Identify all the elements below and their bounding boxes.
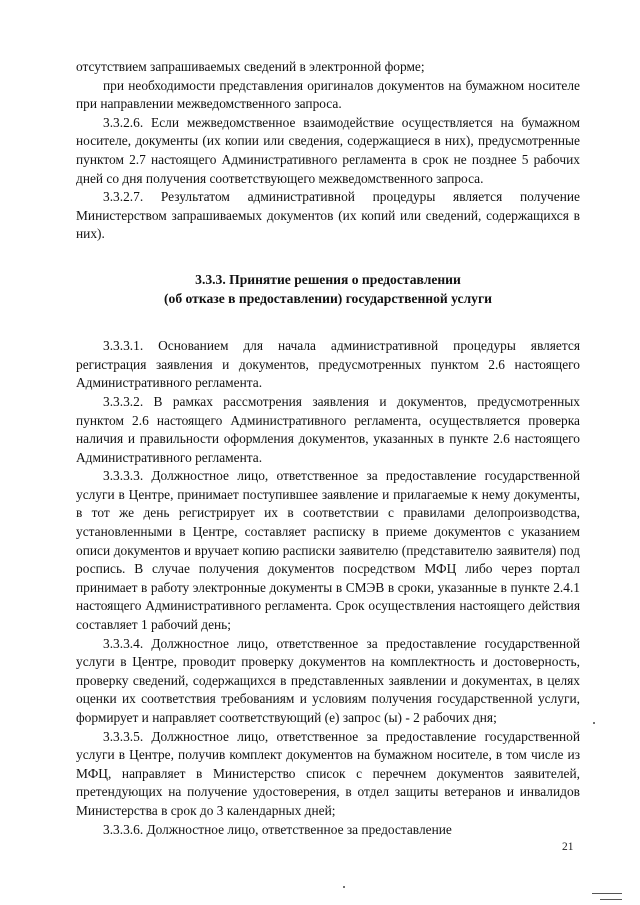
scan-speck xyxy=(593,722,595,724)
paragraph-3-3-3-3: 3.3.3.3. Должностное лицо, ответственное за предоставление государственной услуги в Центре, принимает поступившее заявление и прилагаемые к нему документы, в тот же день регистрирует их в соответствии с правилами делопроизводства, установленными в Центре, составляет расписку в приеме документов с указанием описи документов и вручает копию расписки заявителю (представителю заявителя) под роспись. В случае получения документов посредством МФЦ либо через портал принимает в работу электронные документы в СМЭВ в сроки, указанные в пункте 2.4.1 настоящего Административного регламента. Срок осуществления настоящего действия составляет 1 рабочий день; xyxy=(76,468,580,633)
section-heading-3-3-3 xyxy=(76,271,580,308)
scan-speck xyxy=(343,886,345,888)
paragraph-3-3-3-2: 3.3.3.2. В рамках рассмотрения заявления и документов, предусмотренных пунктом 2.6 настоящего Административного регламента, осуществляется проверка наличия и правильности оформления документов, указанных в пункте 2.6 настоящего Административного регламента. xyxy=(76,393,580,465)
paragraph-paper-originals: при необходимости представления оригиналов документов на бумажном носителе при направлении межведомственного запроса. xyxy=(76,77,580,112)
paragraph-3-3-2-7: 3.3.2.7. Результатом административной процедуры является получение Министерством запрашиваемых документов (их копий или сведений, содержащихся в них). xyxy=(76,189,580,242)
paragraph-3-3-3-6: 3.3.3.6. Должностное лицо, ответственное за предоставление xyxy=(103,821,452,837)
paragraph-continuation: отсутствием запрашиваемых сведений в электронной форме; xyxy=(76,59,425,74)
paragraph-3-3-3-5: 3.3.3.5. Должностное лицо, ответственное за предоставление государственной услуги в Центре, получив комплект документов на бумажном носителе, в том числе из МФЦ, направляет в Министерство список с перечнем документов заявителей, претендующих на получение удостоверения, в отдел защиты ветеранов и инвалидов Министерства в срок до 3 календарных дней; xyxy=(76,728,580,818)
document-body xyxy=(76,58,580,839)
section-heading-line-1: 3.3.3. Принятие решения о предоставлении xyxy=(195,271,461,287)
paragraph-3-3-3-4: 3.3.3.4. Должностное лицо, ответственное за предоставление государственной услуги в Центре, проводит проверку документов на комплектность и достоверность, проверку сведений, содержащихся в представленных заявлении и документах, в целях оценки их соответствия требованиям и условиям получения государственной услуги, формирует и направляет соответствующий (е) запрос (ы) - 2 рабочих дня; xyxy=(76,635,580,725)
scan-artifact-line xyxy=(600,899,622,900)
page-number: 21 xyxy=(562,841,574,853)
section-heading-line-2: (об отказе в предоставлении) государственной услуги xyxy=(164,290,492,306)
paragraph-3-3-3-1: 3.3.3.1. Основанием для начала административной процедуры является регистрация заявления и документов, предусмотренных пунктом 2.6 настоящего Административного регламента. xyxy=(76,338,580,391)
paragraph-3-3-2-6: 3.3.2.6. Если межведомственное взаимодействие осуществляется на бумажном носителе, документы (их копии или сведения, содержащиеся в них), предусмотренные пунктом 2.7 настоящего Административного регламента в срок не позднее 5 рабочих дней со дня получения соответствующего межведомственного запроса. xyxy=(76,114,580,186)
scan-artifact-line xyxy=(592,893,622,894)
